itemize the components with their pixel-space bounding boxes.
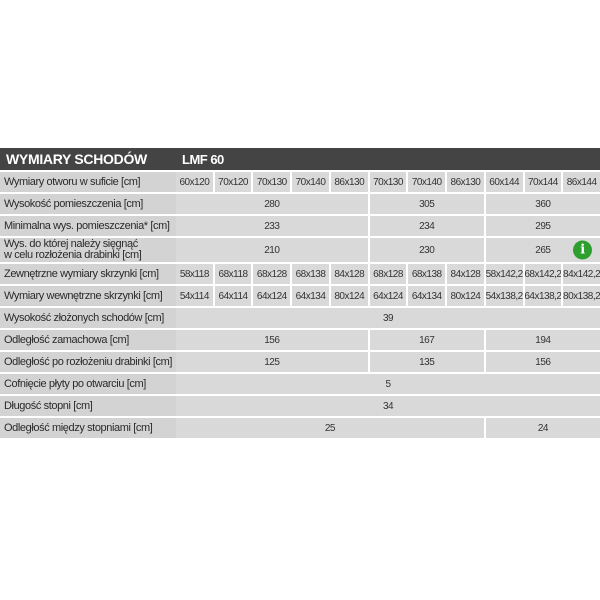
- table-cell: [215, 286, 252, 306]
- table-cell: [447, 172, 484, 192]
- cell-value: 265: [535, 244, 551, 256]
- table-cell: [176, 352, 368, 372]
- cell-value: 54x114: [179, 290, 209, 302]
- table-cell: [176, 172, 213, 192]
- table-cell: [486, 194, 600, 214]
- cell-value: 234: [419, 220, 435, 232]
- table-cell: [408, 172, 445, 192]
- table-cell: [331, 264, 368, 284]
- cell-value: 58x118: [179, 268, 209, 280]
- row-label-line: Odległość zamachowa [cm]: [4, 333, 129, 346]
- table-cell: [292, 172, 329, 192]
- info-icon[interactable]: i: [573, 241, 592, 260]
- table-cell: [408, 264, 445, 284]
- table-cell: [370, 172, 407, 192]
- row-label-line: Wysokość złożonych schodów [cm]: [4, 311, 164, 324]
- table-cell: [253, 264, 290, 284]
- table-cell: [176, 418, 484, 438]
- table-cell: [253, 172, 290, 192]
- table-cell: [370, 194, 484, 214]
- table-body: [0, 172, 600, 438]
- cell-value: 39: [382, 312, 394, 324]
- table-cell: [486, 172, 523, 192]
- cell-value: 5: [385, 378, 391, 390]
- table-title: WYMIARY SCHODÓW: [0, 148, 176, 170]
- row-label: [0, 330, 176, 350]
- table-cell: [176, 216, 368, 236]
- cell-value: 156: [264, 334, 280, 346]
- table-cell: [370, 330, 484, 350]
- row-label: [0, 286, 176, 306]
- row-values: [176, 194, 600, 214]
- table-cell: [176, 194, 368, 214]
- cell-value: 194: [535, 334, 551, 346]
- cell-value: 64x114: [218, 290, 248, 302]
- table-cell: [253, 286, 290, 306]
- table-row: [0, 308, 600, 328]
- row-label: [0, 396, 176, 416]
- table-cell: [447, 286, 484, 306]
- row-label: [0, 374, 176, 394]
- cell-value: 64x134: [295, 290, 326, 302]
- cell-value: 84x142,2: [563, 268, 600, 280]
- row-values: [176, 172, 600, 192]
- row-label-line: Wys. do której należy sięgnąć: [4, 238, 138, 250]
- row-label: [0, 216, 176, 236]
- cell-value: 84x128: [450, 268, 481, 280]
- table-cell: [331, 286, 368, 306]
- row-label: [0, 172, 176, 192]
- cell-value: 54x138,2: [485, 290, 523, 302]
- table-cell: [176, 308, 600, 328]
- cell-value: 84x128: [334, 268, 365, 280]
- cell-value: 64x134: [411, 290, 442, 302]
- row-label-line: Wysokość pomieszczenia [cm]: [4, 197, 143, 210]
- table-cell: [370, 286, 407, 306]
- table-row: [0, 418, 600, 438]
- table-cell: [176, 396, 600, 416]
- cell-value: 295: [535, 220, 551, 232]
- row-values: [176, 330, 600, 350]
- row-values: [176, 264, 600, 284]
- table-cell: [486, 352, 600, 372]
- cell-value: 24: [537, 422, 548, 434]
- table-cell: [176, 264, 213, 284]
- row-label-line: Minimalna wys. pomieszczenia* [cm]: [4, 219, 170, 232]
- row-label-line: Odległość między stopniami [cm]: [4, 421, 153, 434]
- table-row: [0, 374, 600, 394]
- cell-value: 70x140: [411, 176, 442, 188]
- row-label-line: Wymiary otworu w suficie [cm]: [4, 175, 141, 188]
- row-label: [0, 238, 176, 262]
- cell-value: 210: [264, 244, 280, 256]
- table-cell: [563, 264, 600, 284]
- cell-value: 70x130: [256, 176, 287, 188]
- table-cell: [370, 238, 484, 262]
- cell-value: 68x138: [411, 268, 442, 280]
- table-cell: [486, 286, 523, 306]
- cell-value: 70x130: [373, 176, 403, 188]
- row-label: [0, 418, 176, 438]
- cell-value: 125: [264, 356, 280, 368]
- cell-value: 68x118: [218, 268, 248, 280]
- table-cell: [486, 216, 600, 236]
- cell-value: 70x140: [295, 176, 326, 188]
- table-cell: [176, 286, 213, 306]
- cell-value: 360: [535, 198, 551, 210]
- row-label-line: Cofnięcie płyty po otwarciu [cm]: [4, 377, 146, 390]
- cell-value: 60x120: [179, 176, 210, 188]
- model-name: LMF 60: [176, 148, 600, 170]
- row-values: [176, 418, 600, 438]
- table-cell: [486, 264, 523, 284]
- table-cell: [525, 264, 562, 284]
- cell-value: 80x138,2: [563, 290, 600, 302]
- table-row: [0, 330, 600, 350]
- table-cell: [525, 172, 562, 192]
- table-row: [0, 264, 600, 284]
- table-cell: [215, 172, 252, 192]
- table-cell: [370, 264, 407, 284]
- row-label-line: Odległość po rozłożeniu drabinki [cm]: [4, 355, 173, 368]
- table-cell: [563, 172, 600, 192]
- table-cell: [563, 286, 600, 306]
- table-cell: [370, 216, 484, 236]
- table-cell: [176, 374, 600, 394]
- row-values: [176, 374, 600, 394]
- row-values: [176, 238, 600, 262]
- cell-value: 233: [264, 220, 280, 232]
- cell-value: 58x142,2: [485, 268, 523, 280]
- table-row: [0, 216, 600, 236]
- table-cell: [370, 352, 484, 372]
- cell-value: 280: [264, 198, 280, 210]
- table-cell: [525, 286, 562, 306]
- cell-value: 64x124: [256, 290, 287, 302]
- table-cell: [292, 264, 329, 284]
- cell-value: 156: [535, 356, 551, 368]
- table-cell: [486, 418, 600, 438]
- cell-value: 64x138,2: [524, 290, 562, 302]
- table-cell: [331, 172, 368, 192]
- row-values: [176, 396, 600, 416]
- dimensions-table: [0, 148, 600, 438]
- table-cell: [215, 264, 252, 284]
- cell-value: 68x128: [256, 268, 287, 280]
- cell-value: 86x144: [566, 176, 597, 188]
- cell-value: 80x124: [334, 290, 365, 302]
- row-label: [0, 194, 176, 214]
- table-cell: [486, 330, 600, 350]
- table-header: [0, 148, 600, 170]
- row-values: [176, 216, 600, 236]
- cell-value: 70x144: [527, 176, 558, 188]
- cell-value: 70x120: [218, 176, 248, 188]
- row-label: [0, 352, 176, 372]
- table-cell: [447, 264, 484, 284]
- cell-value: 86x130: [334, 176, 365, 188]
- table-cell: [486, 238, 600, 262]
- cell-value: 64x124: [373, 290, 403, 302]
- row-label-line: w celu rozłożenia drabinki [cm]: [4, 249, 142, 261]
- table-cell: [176, 238, 368, 262]
- cell-value: 167: [419, 334, 435, 346]
- table-cell: [176, 330, 368, 350]
- table-cell: [408, 286, 445, 306]
- cell-value: 68x128: [373, 268, 403, 280]
- cell-value: 25: [324, 422, 335, 434]
- cell-value: 230: [419, 244, 435, 256]
- cell-value: 86x130: [450, 176, 481, 188]
- model-header: [176, 148, 600, 170]
- row-label: [0, 308, 176, 328]
- table-row: [0, 286, 600, 306]
- row-values: [176, 286, 600, 306]
- cell-value: 80x124: [450, 290, 481, 302]
- table-cell: [292, 286, 329, 306]
- cell-value: 60x144: [489, 176, 520, 188]
- table-row: [0, 194, 600, 214]
- table-row: [0, 396, 600, 416]
- row-values: [176, 352, 600, 372]
- row-label-line: Wymiary wewnętrzne skrzynki [cm]: [4, 289, 163, 302]
- row-label-line: Zewnętrzne wymiary skrzynki [cm]: [4, 267, 159, 280]
- cell-value: 68x138: [295, 268, 326, 280]
- cell-value: 68x142,2: [524, 268, 562, 280]
- cell-value: 34: [382, 400, 394, 412]
- table-row: [0, 352, 600, 372]
- row-values: [176, 308, 600, 328]
- row-label: [0, 264, 176, 284]
- table-row: [0, 172, 600, 192]
- cell-value: 305: [419, 198, 435, 210]
- table-row: [0, 238, 600, 262]
- cell-value: 135: [419, 356, 435, 368]
- row-label-line: Długość stopni [cm]: [4, 399, 93, 412]
